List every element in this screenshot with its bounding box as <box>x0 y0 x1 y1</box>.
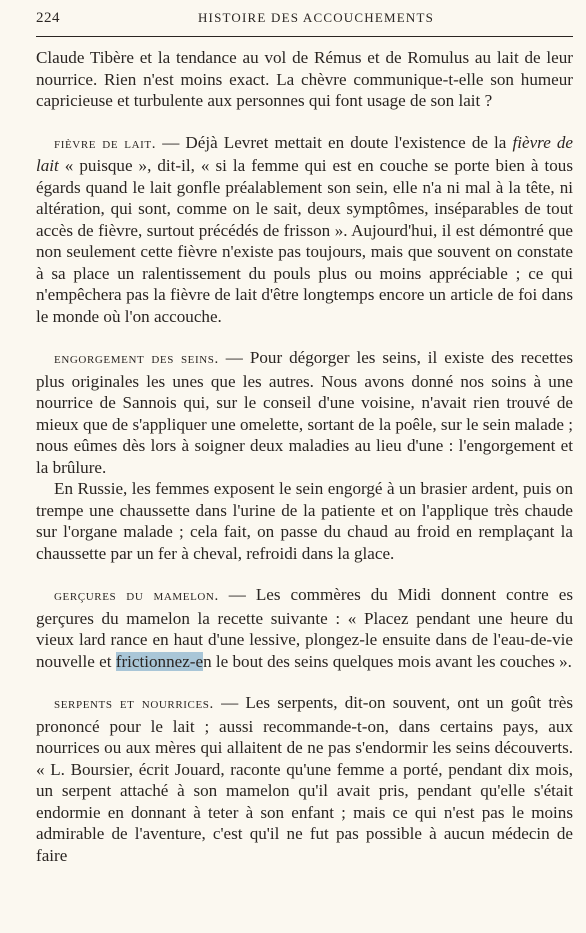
section-heading: serpents et nourrices. <box>54 696 214 712</box>
section-serpents <box>36 692 573 866</box>
paragraph-text: — Pour dégorger les seins, il existe des recettes plus originales les unes que les autres. Nous avons donné nos soins à une nourrice de Sannois qui, sur le conseil d'une voisine, n'avait rien trouvé de mieux que de s'appliquer une omelette, sortant de la poêle, sur le sein malade ; nous eûmes dès lors à soigner deux maladies au lieu d'une : l'engorgement et la brûlure. <box>36 348 573 477</box>
paragraph-text: « puisque », dit-il, « si la femme qui est en couche se porte bien à tous égards quand le lait gonfle préalablement son sein, elle n'a ni mal à la tête, ni altération, qui sont, comme on le sait, deux symptômes, inséparables de tout accès de fièvre, surtout précédés de frisson ». Aujourd'hui, il est démontré que non seulement cette fièvre n'existe pas toujours, mais que souvent on constate à sa place un ralentissement du pouls plus ou moins appréciable ; ce qui n'empêchera pas la fièvre de lait d'être longtemps encore un article de foi dans le monde où l'on accouche. <box>36 156 573 326</box>
section-heading: gerçures du mamelon. <box>54 588 219 604</box>
section-heading: engorgement des seins. <box>54 351 219 367</box>
paragraph-continuation: Claude Tibère et la tendance au vol de Rémus et de Romulus au lait de leur nourrice. Rien n'est moins exact. La chèvre communique-t-elle son humeur capricieuse et turbulente aux personnes qui font usage de son lait ? <box>36 48 573 110</box>
section-gercures <box>36 584 573 672</box>
italic-term: fièvre de lait <box>36 132 574 175</box>
running-header <box>36 6 576 30</box>
text-selection-highlight[interactable]: frictionnez-e <box>115 651 204 671</box>
page-number: 224 <box>36 9 60 26</box>
section-heading: fièvre de lait. <box>54 135 157 152</box>
header-rule <box>36 36 573 37</box>
paragraph-text: n le bout des seins quelques mois avant les couches ». <box>203 651 572 671</box>
body-text <box>36 47 573 866</box>
section-engorgement <box>36 347 573 478</box>
section-fievre-de-lait <box>36 132 573 328</box>
paragraph-text: — Les serpents, dit-on souvent, ont un goût très prononcé pour le lait ; aussi recommande-t-on, dans certains pays, aux nourrices ou aux mères qui allaitent de ne pas s'endormir les seins découverts. « L. Boursier, écrit Jouard, raconte qu'une femme a porté, pendant dix mois, un serpent attaché à son mamelon qu'il avait pris, pendant qu'elle s'était endormie en donnant à teter à son enfant ; mais ce qui n'est pas le moins admirable de l'aventure, c'est qu'il ne fut pas possible à aucun médecin de faire <box>36 693 573 865</box>
paragraph-text: — Les commères du Midi donnent contre es gerçures du mamelon la recette suivante : « Placez pendant une heure du vieux lard rance en haut d'une lessive, plongez-le ensuite dans de l'eau-de-vie nouvelle et <box>36 585 573 671</box>
running-title: HISTOIRE DES ACCOUCHEMENTS <box>197 10 435 25</box>
paragraph-russie: En Russie, les femmes exposent le sein engorgé à un brasier ardent, puis on trempe une chaussette dans l'urine de la patiente et on l'applique très chaude sur l'organe malade ; cela fait, on passe du chaud au froid en remplaçant la chaussette par un fer à cheval, refroidi dans la glace. <box>36 479 573 563</box>
paragraph-text: — Déjà Levret mettait en doute l'existence de la <box>156 132 513 152</box>
